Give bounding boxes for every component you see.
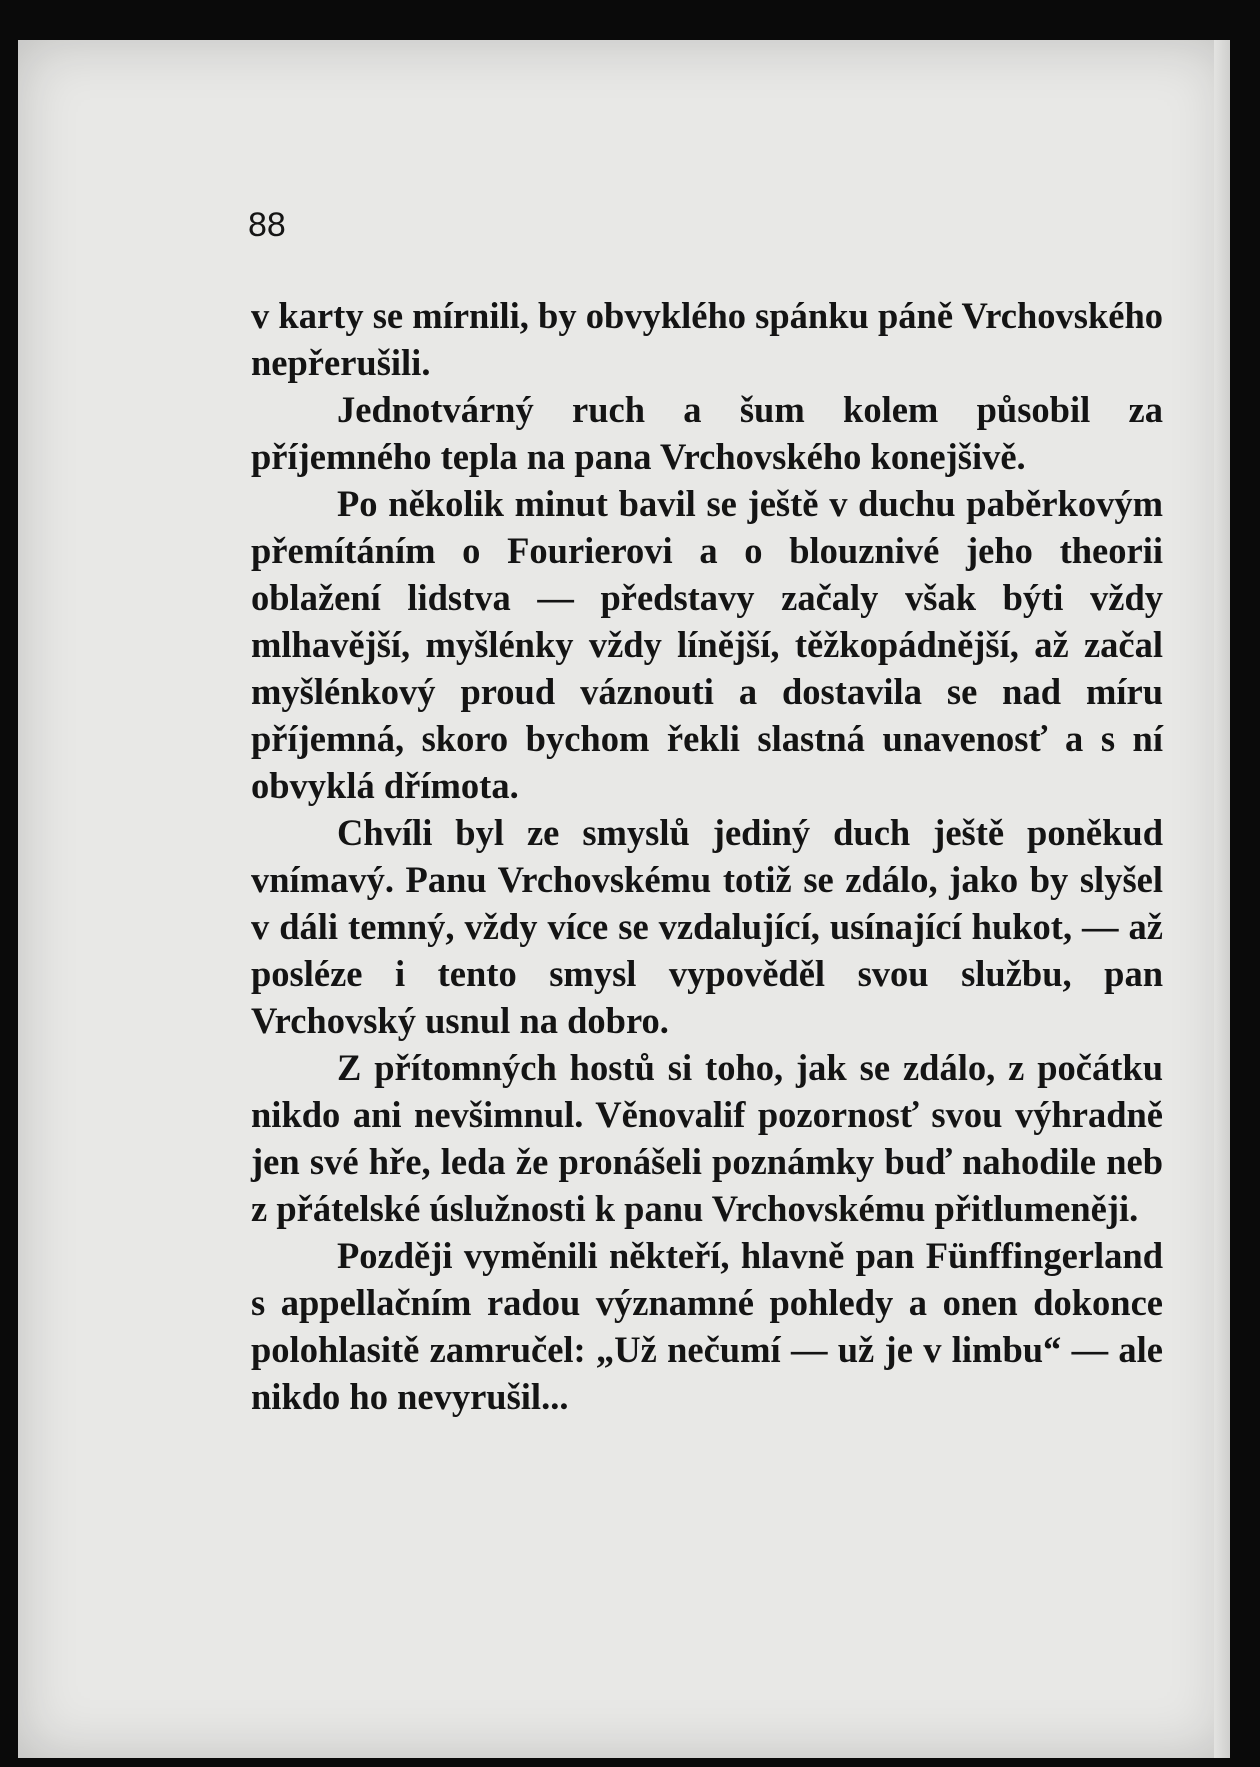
book-page bbox=[18, 40, 1230, 1758]
page-number: 88 bbox=[248, 206, 286, 244]
paragraph-6: Později vyměnili někteří, hlavně pan Fünffingerland s appellačním radou významné pohledy a onen dokonce polohlasitě zamručel: „Už nečumí — už je v limbu“ — ale nikdo ho nevyrušil... bbox=[251, 1235, 1163, 1417]
scan-border bbox=[1230, 0, 1260, 1767]
paragraph-1: v karty se mírnili, by obvyklého spánku páně Vrchovského nepřerušili. bbox=[251, 295, 1163, 383]
body-text bbox=[251, 292, 1163, 1420]
paragraph-3: Po několik minut bavil se ještě v duchu paběrkovým přemítáním o Fourierovi a o blouznivé jeho theorii oblažení lidstva — představy začaly však býti vždy mlhavější, myšlénky vždy línější, těžkopádnější, až začal myšlénkový proud váznouti a dostavila se nad míru příjemná, skoro bychom řekli slastná unavenosť a s ní obvyklá dřímota. bbox=[251, 483, 1163, 806]
paragraph-5: Z přítomných hostů si toho, jak se zdálo, z počátku nikdo ani nevšimnul. Věnovalif pozornosť svou výhradně jen své hře, leda že pronášeli poznámky buď nahodile neb z přátelské úslužnosti k panu Vrchovskému přitlumeněji. bbox=[251, 1047, 1163, 1229]
paragraph-4: Chvíli byl ze smyslů jediný duch ještě poněkud vnímavý. Panu Vrchovskému totiž se zdálo, jako by slyšel v dáli temný, vždy více se vzdalující, usínající hukot, — až posléze i tento smysl vypověděl svou službu, pan Vrchovský usnul na dobro. bbox=[251, 812, 1163, 1041]
paragraph-2: Jednotvárný ruch a šum kolem působil za příjemného tepla na pana Vrchovského konejšivě. bbox=[251, 389, 1163, 477]
